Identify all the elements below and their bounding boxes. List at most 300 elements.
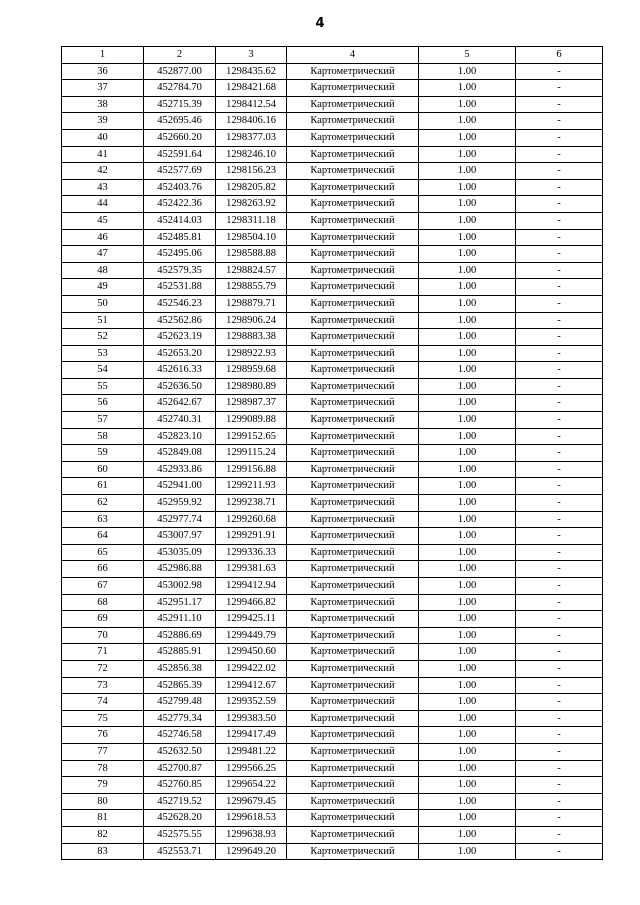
accuracy-cell: 1.00	[419, 329, 516, 346]
coordinates-table	[61, 46, 603, 860]
x-coordinate-cell: 453007.97	[144, 528, 216, 545]
x-coordinate-cell: 452575.55	[144, 826, 216, 843]
accuracy-cell: 1.00	[419, 295, 516, 312]
accuracy-cell: 1.00	[419, 229, 516, 246]
method-cell: Картометрический	[287, 495, 419, 512]
description-cell: -	[516, 412, 603, 429]
table-row	[62, 777, 603, 794]
accuracy-cell: 1.00	[419, 412, 516, 429]
description-cell: -	[516, 544, 603, 561]
x-coordinate-cell: 452856.38	[144, 660, 216, 677]
x-coordinate-cell: 452959.92	[144, 495, 216, 512]
x-coordinate-cell: 452715.39	[144, 96, 216, 113]
table-row	[62, 511, 603, 528]
y-coordinate-cell: 1299291.91	[216, 528, 287, 545]
y-coordinate-cell: 1298263.92	[216, 196, 287, 213]
x-coordinate-cell: 452632.50	[144, 743, 216, 760]
description-cell: -	[516, 743, 603, 760]
table-row	[62, 793, 603, 810]
y-coordinate-cell: 1298980.89	[216, 378, 287, 395]
accuracy-cell: 1.00	[419, 246, 516, 263]
method-cell: Картометрический	[287, 843, 419, 860]
method-cell: Картометрический	[287, 810, 419, 827]
y-coordinate-cell: 1298959.68	[216, 362, 287, 379]
accuracy-cell: 1.00	[419, 611, 516, 628]
x-coordinate-cell: 452760.85	[144, 777, 216, 794]
y-coordinate-cell: 1299449.79	[216, 627, 287, 644]
x-coordinate-cell: 452933.86	[144, 461, 216, 478]
x-coordinate-cell: 452623.19	[144, 329, 216, 346]
description-cell: -	[516, 362, 603, 379]
accuracy-cell: 1.00	[419, 644, 516, 661]
table-row	[62, 461, 603, 478]
accuracy-cell: 1.00	[419, 461, 516, 478]
method-cell: Картометрический	[287, 63, 419, 80]
table-row	[62, 677, 603, 694]
table-row	[62, 312, 603, 329]
method-cell: Картометрический	[287, 727, 419, 744]
description-cell: -	[516, 511, 603, 528]
x-coordinate-cell: 452414.03	[144, 212, 216, 229]
accuracy-cell: 1.00	[419, 578, 516, 595]
x-coordinate-cell: 452951.17	[144, 594, 216, 611]
accuracy-cell: 1.00	[419, 212, 516, 229]
accuracy-cell: 1.00	[419, 129, 516, 146]
x-coordinate-cell: 452886.69	[144, 627, 216, 644]
table-row	[62, 727, 603, 744]
y-coordinate-cell: 1299156.88	[216, 461, 287, 478]
table-row	[62, 378, 603, 395]
accuracy-cell: 1.00	[419, 594, 516, 611]
table-row	[62, 80, 603, 97]
point-number-cell: 63	[62, 511, 144, 528]
table-row	[62, 295, 603, 312]
point-number-cell: 67	[62, 578, 144, 595]
accuracy-cell: 1.00	[419, 777, 516, 794]
x-coordinate-cell: 452591.64	[144, 146, 216, 163]
y-coordinate-cell: 1298435.62	[216, 63, 287, 80]
description-cell: -	[516, 561, 603, 578]
point-number-cell: 79	[62, 777, 144, 794]
point-number-cell: 48	[62, 262, 144, 279]
point-number-cell: 62	[62, 495, 144, 512]
accuracy-cell: 1.00	[419, 743, 516, 760]
x-coordinate-cell: 452877.00	[144, 63, 216, 80]
description-cell: -	[516, 727, 603, 744]
x-coordinate-cell: 452636.50	[144, 378, 216, 395]
x-coordinate-cell: 452700.87	[144, 760, 216, 777]
table-row	[62, 229, 603, 246]
accuracy-cell: 1.00	[419, 146, 516, 163]
method-cell: Картометрический	[287, 793, 419, 810]
y-coordinate-cell: 1299383.50	[216, 710, 287, 727]
description-cell: -	[516, 578, 603, 595]
accuracy-cell: 1.00	[419, 627, 516, 644]
y-coordinate-cell: 1298421.68	[216, 80, 287, 97]
table-row	[62, 412, 603, 429]
x-coordinate-cell: 452553.71	[144, 843, 216, 860]
table-row	[62, 627, 603, 644]
y-coordinate-cell: 1298906.24	[216, 312, 287, 329]
description-cell: -	[516, 660, 603, 677]
method-cell: Картометрический	[287, 611, 419, 628]
table-row	[62, 445, 603, 462]
x-coordinate-cell: 452977.74	[144, 511, 216, 528]
x-coordinate-cell: 452485.81	[144, 229, 216, 246]
point-number-cell: 41	[62, 146, 144, 163]
point-number-cell: 49	[62, 279, 144, 296]
method-cell: Картометрический	[287, 196, 419, 213]
method-cell: Картометрический	[287, 826, 419, 843]
x-coordinate-cell: 452986.88	[144, 561, 216, 578]
accuracy-cell: 1.00	[419, 478, 516, 495]
y-coordinate-cell: 1298588.88	[216, 246, 287, 263]
x-coordinate-cell: 452660.20	[144, 129, 216, 146]
description-cell: -	[516, 461, 603, 478]
table-row	[62, 345, 603, 362]
accuracy-cell: 1.00	[419, 826, 516, 843]
method-cell: Картометрический	[287, 246, 419, 263]
table-row	[62, 113, 603, 130]
y-coordinate-cell: 1298922.93	[216, 345, 287, 362]
point-number-cell: 38	[62, 96, 144, 113]
y-coordinate-cell: 1298205.82	[216, 179, 287, 196]
y-coordinate-cell: 1299654.22	[216, 777, 287, 794]
description-cell: -	[516, 146, 603, 163]
x-coordinate-cell: 452577.69	[144, 163, 216, 180]
method-cell: Картометрический	[287, 561, 419, 578]
point-number-cell: 77	[62, 743, 144, 760]
accuracy-cell: 1.00	[419, 345, 516, 362]
x-coordinate-cell: 453035.09	[144, 544, 216, 561]
y-coordinate-cell: 1299450.60	[216, 644, 287, 661]
table-body	[62, 63, 603, 860]
x-coordinate-cell: 452422.36	[144, 196, 216, 213]
x-coordinate-cell: 452779.34	[144, 710, 216, 727]
accuracy-cell: 1.00	[419, 544, 516, 561]
y-coordinate-cell: 1299381.63	[216, 561, 287, 578]
y-coordinate-cell: 1299412.67	[216, 677, 287, 694]
table-row	[62, 129, 603, 146]
x-coordinate-cell: 452740.31	[144, 412, 216, 429]
accuracy-cell: 1.00	[419, 312, 516, 329]
y-coordinate-cell: 1299260.68	[216, 511, 287, 528]
y-coordinate-cell: 1299412.94	[216, 578, 287, 595]
description-cell: -	[516, 677, 603, 694]
y-coordinate-cell: 1298855.79	[216, 279, 287, 296]
table-row	[62, 329, 603, 346]
description-cell: -	[516, 826, 603, 843]
point-number-cell: 54	[62, 362, 144, 379]
point-number-cell: 72	[62, 660, 144, 677]
description-cell: -	[516, 163, 603, 180]
table-row	[62, 279, 603, 296]
y-coordinate-cell: 1298311.18	[216, 212, 287, 229]
y-coordinate-cell: 1299566.25	[216, 760, 287, 777]
column-header: 3	[216, 47, 287, 64]
point-number-cell: 60	[62, 461, 144, 478]
y-coordinate-cell: 1299481.22	[216, 743, 287, 760]
description-cell: -	[516, 279, 603, 296]
description-cell: -	[516, 528, 603, 545]
y-coordinate-cell: 1298406.16	[216, 113, 287, 130]
description-cell: -	[516, 445, 603, 462]
method-cell: Картометрический	[287, 129, 419, 146]
point-number-cell: 73	[62, 677, 144, 694]
description-cell: -	[516, 810, 603, 827]
point-number-cell: 75	[62, 710, 144, 727]
table-row	[62, 810, 603, 827]
method-cell: Картометрический	[287, 113, 419, 130]
table-row	[62, 212, 603, 229]
point-number-cell: 50	[62, 295, 144, 312]
accuracy-cell: 1.00	[419, 113, 516, 130]
y-coordinate-cell: 1299152.65	[216, 428, 287, 445]
point-number-cell: 56	[62, 395, 144, 412]
point-number-cell: 53	[62, 345, 144, 362]
accuracy-cell: 1.00	[419, 710, 516, 727]
table-row	[62, 660, 603, 677]
description-cell: -	[516, 63, 603, 80]
accuracy-cell: 1.00	[419, 196, 516, 213]
x-coordinate-cell: 453002.98	[144, 578, 216, 595]
x-coordinate-cell: 452579.35	[144, 262, 216, 279]
x-coordinate-cell: 452865.39	[144, 677, 216, 694]
table-row	[62, 96, 603, 113]
accuracy-cell: 1.00	[419, 279, 516, 296]
point-number-cell: 58	[62, 428, 144, 445]
x-coordinate-cell: 452719.52	[144, 793, 216, 810]
x-coordinate-cell: 452695.46	[144, 113, 216, 130]
method-cell: Картометрический	[287, 345, 419, 362]
method-cell: Картометрический	[287, 312, 419, 329]
description-cell: -	[516, 329, 603, 346]
method-cell: Картометрический	[287, 743, 419, 760]
accuracy-cell: 1.00	[419, 362, 516, 379]
method-cell: Картометрический	[287, 594, 419, 611]
description-cell: -	[516, 428, 603, 445]
table-row	[62, 146, 603, 163]
x-coordinate-cell: 452562.86	[144, 312, 216, 329]
x-coordinate-cell: 452799.48	[144, 694, 216, 711]
description-cell: -	[516, 378, 603, 395]
point-number-cell: 36	[62, 63, 144, 80]
description-cell: -	[516, 478, 603, 495]
point-number-cell: 78	[62, 760, 144, 777]
x-coordinate-cell: 452616.33	[144, 362, 216, 379]
description-cell: -	[516, 694, 603, 711]
point-number-cell: 40	[62, 129, 144, 146]
method-cell: Картометрический	[287, 163, 419, 180]
method-cell: Картометрический	[287, 777, 419, 794]
y-coordinate-cell: 1299425.11	[216, 611, 287, 628]
accuracy-cell: 1.00	[419, 843, 516, 860]
method-cell: Картометрический	[287, 644, 419, 661]
description-cell: -	[516, 495, 603, 512]
table-row	[62, 428, 603, 445]
method-cell: Картометрический	[287, 395, 419, 412]
x-coordinate-cell: 452628.20	[144, 810, 216, 827]
y-coordinate-cell: 1298504.10	[216, 229, 287, 246]
y-coordinate-cell: 1299238.71	[216, 495, 287, 512]
description-cell: -	[516, 129, 603, 146]
x-coordinate-cell: 452653.20	[144, 345, 216, 362]
column-header: 2	[144, 47, 216, 64]
x-coordinate-cell: 452823.10	[144, 428, 216, 445]
y-coordinate-cell: 1299417.49	[216, 727, 287, 744]
x-coordinate-cell: 452495.06	[144, 246, 216, 263]
y-coordinate-cell: 1299466.82	[216, 594, 287, 611]
y-coordinate-cell: 1299336.33	[216, 544, 287, 561]
description-cell: -	[516, 395, 603, 412]
point-number-cell: 68	[62, 594, 144, 611]
table-row	[62, 478, 603, 495]
point-number-cell: 46	[62, 229, 144, 246]
point-number-cell: 44	[62, 196, 144, 213]
table-row	[62, 644, 603, 661]
point-number-cell: 61	[62, 478, 144, 495]
description-cell: -	[516, 212, 603, 229]
description-cell: -	[516, 113, 603, 130]
method-cell: Картометрический	[287, 578, 419, 595]
table-row	[62, 262, 603, 279]
accuracy-cell: 1.00	[419, 727, 516, 744]
table-row	[62, 561, 603, 578]
method-cell: Картометрический	[287, 511, 419, 528]
method-cell: Картометрический	[287, 760, 419, 777]
description-cell: -	[516, 80, 603, 97]
accuracy-cell: 1.00	[419, 80, 516, 97]
point-number-cell: 64	[62, 528, 144, 545]
method-cell: Картометрический	[287, 428, 419, 445]
x-coordinate-cell: 452911.10	[144, 611, 216, 628]
point-number-cell: 69	[62, 611, 144, 628]
table-row	[62, 710, 603, 727]
accuracy-cell: 1.00	[419, 96, 516, 113]
y-coordinate-cell: 1299422.02	[216, 660, 287, 677]
description-cell: -	[516, 777, 603, 794]
accuracy-cell: 1.00	[419, 428, 516, 445]
table-row	[62, 611, 603, 628]
accuracy-cell: 1.00	[419, 760, 516, 777]
point-number-cell: 59	[62, 445, 144, 462]
table-row	[62, 495, 603, 512]
description-cell: -	[516, 793, 603, 810]
accuracy-cell: 1.00	[419, 163, 516, 180]
y-coordinate-cell: 1298883.38	[216, 329, 287, 346]
description-cell: -	[516, 594, 603, 611]
method-cell: Картометрический	[287, 710, 419, 727]
method-cell: Картометрический	[287, 279, 419, 296]
table-row	[62, 362, 603, 379]
point-number-cell: 83	[62, 843, 144, 860]
page-number: 4	[315, 16, 325, 31]
point-number-cell: 74	[62, 694, 144, 711]
accuracy-cell: 1.00	[419, 445, 516, 462]
accuracy-cell: 1.00	[419, 694, 516, 711]
method-cell: Картометрический	[287, 461, 419, 478]
y-coordinate-cell: 1298377.03	[216, 129, 287, 146]
x-coordinate-cell: 452941.00	[144, 478, 216, 495]
point-number-cell: 82	[62, 826, 144, 843]
point-number-cell: 57	[62, 412, 144, 429]
y-coordinate-cell: 1299638.93	[216, 826, 287, 843]
column-header: 1	[62, 47, 144, 64]
table-row	[62, 826, 603, 843]
y-coordinate-cell: 1298879.71	[216, 295, 287, 312]
y-coordinate-cell: 1299211.93	[216, 478, 287, 495]
point-number-cell: 66	[62, 561, 144, 578]
description-cell: -	[516, 760, 603, 777]
method-cell: Картометрический	[287, 677, 419, 694]
y-coordinate-cell: 1299649.20	[216, 843, 287, 860]
x-coordinate-cell: 452546.23	[144, 295, 216, 312]
description-cell: -	[516, 710, 603, 727]
accuracy-cell: 1.00	[419, 511, 516, 528]
point-number-cell: 70	[62, 627, 144, 644]
table-row	[62, 163, 603, 180]
y-coordinate-cell: 1298824.57	[216, 262, 287, 279]
method-cell: Картометрический	[287, 694, 419, 711]
y-coordinate-cell: 1299618.53	[216, 810, 287, 827]
method-cell: Картометрический	[287, 445, 419, 462]
accuracy-cell: 1.00	[419, 179, 516, 196]
method-cell: Картометрический	[287, 179, 419, 196]
accuracy-cell: 1.00	[419, 561, 516, 578]
y-coordinate-cell: 1298412.54	[216, 96, 287, 113]
method-cell: Картометрический	[287, 295, 419, 312]
point-number-cell: 37	[62, 80, 144, 97]
description-cell: -	[516, 627, 603, 644]
point-number-cell: 71	[62, 644, 144, 661]
description-cell: -	[516, 179, 603, 196]
y-coordinate-cell: 1299679.45	[216, 793, 287, 810]
point-number-cell: 51	[62, 312, 144, 329]
x-coordinate-cell: 452531.88	[144, 279, 216, 296]
table-row	[62, 246, 603, 263]
accuracy-cell: 1.00	[419, 495, 516, 512]
point-number-cell: 39	[62, 113, 144, 130]
description-cell: -	[516, 246, 603, 263]
y-coordinate-cell: 1298156.23	[216, 163, 287, 180]
accuracy-cell: 1.00	[419, 378, 516, 395]
x-coordinate-cell: 452784.70	[144, 80, 216, 97]
description-cell: -	[516, 611, 603, 628]
x-coordinate-cell: 452642.67	[144, 395, 216, 412]
point-number-cell: 81	[62, 810, 144, 827]
point-number-cell: 65	[62, 544, 144, 561]
table-row	[62, 395, 603, 412]
description-cell: -	[516, 196, 603, 213]
column-header: 5	[419, 47, 516, 64]
method-cell: Картометрический	[287, 478, 419, 495]
method-cell: Картометрический	[287, 412, 419, 429]
point-number-cell: 55	[62, 378, 144, 395]
table-row	[62, 544, 603, 561]
method-cell: Картометрический	[287, 262, 419, 279]
table-row	[62, 694, 603, 711]
y-coordinate-cell: 1298987.37	[216, 395, 287, 412]
x-coordinate-cell: 452885.91	[144, 644, 216, 661]
description-cell: -	[516, 229, 603, 246]
description-cell: -	[516, 295, 603, 312]
x-coordinate-cell: 452746.58	[144, 727, 216, 744]
table-row	[62, 196, 603, 213]
point-number-cell: 45	[62, 212, 144, 229]
description-cell: -	[516, 312, 603, 329]
accuracy-cell: 1.00	[419, 63, 516, 80]
y-coordinate-cell: 1299089.88	[216, 412, 287, 429]
